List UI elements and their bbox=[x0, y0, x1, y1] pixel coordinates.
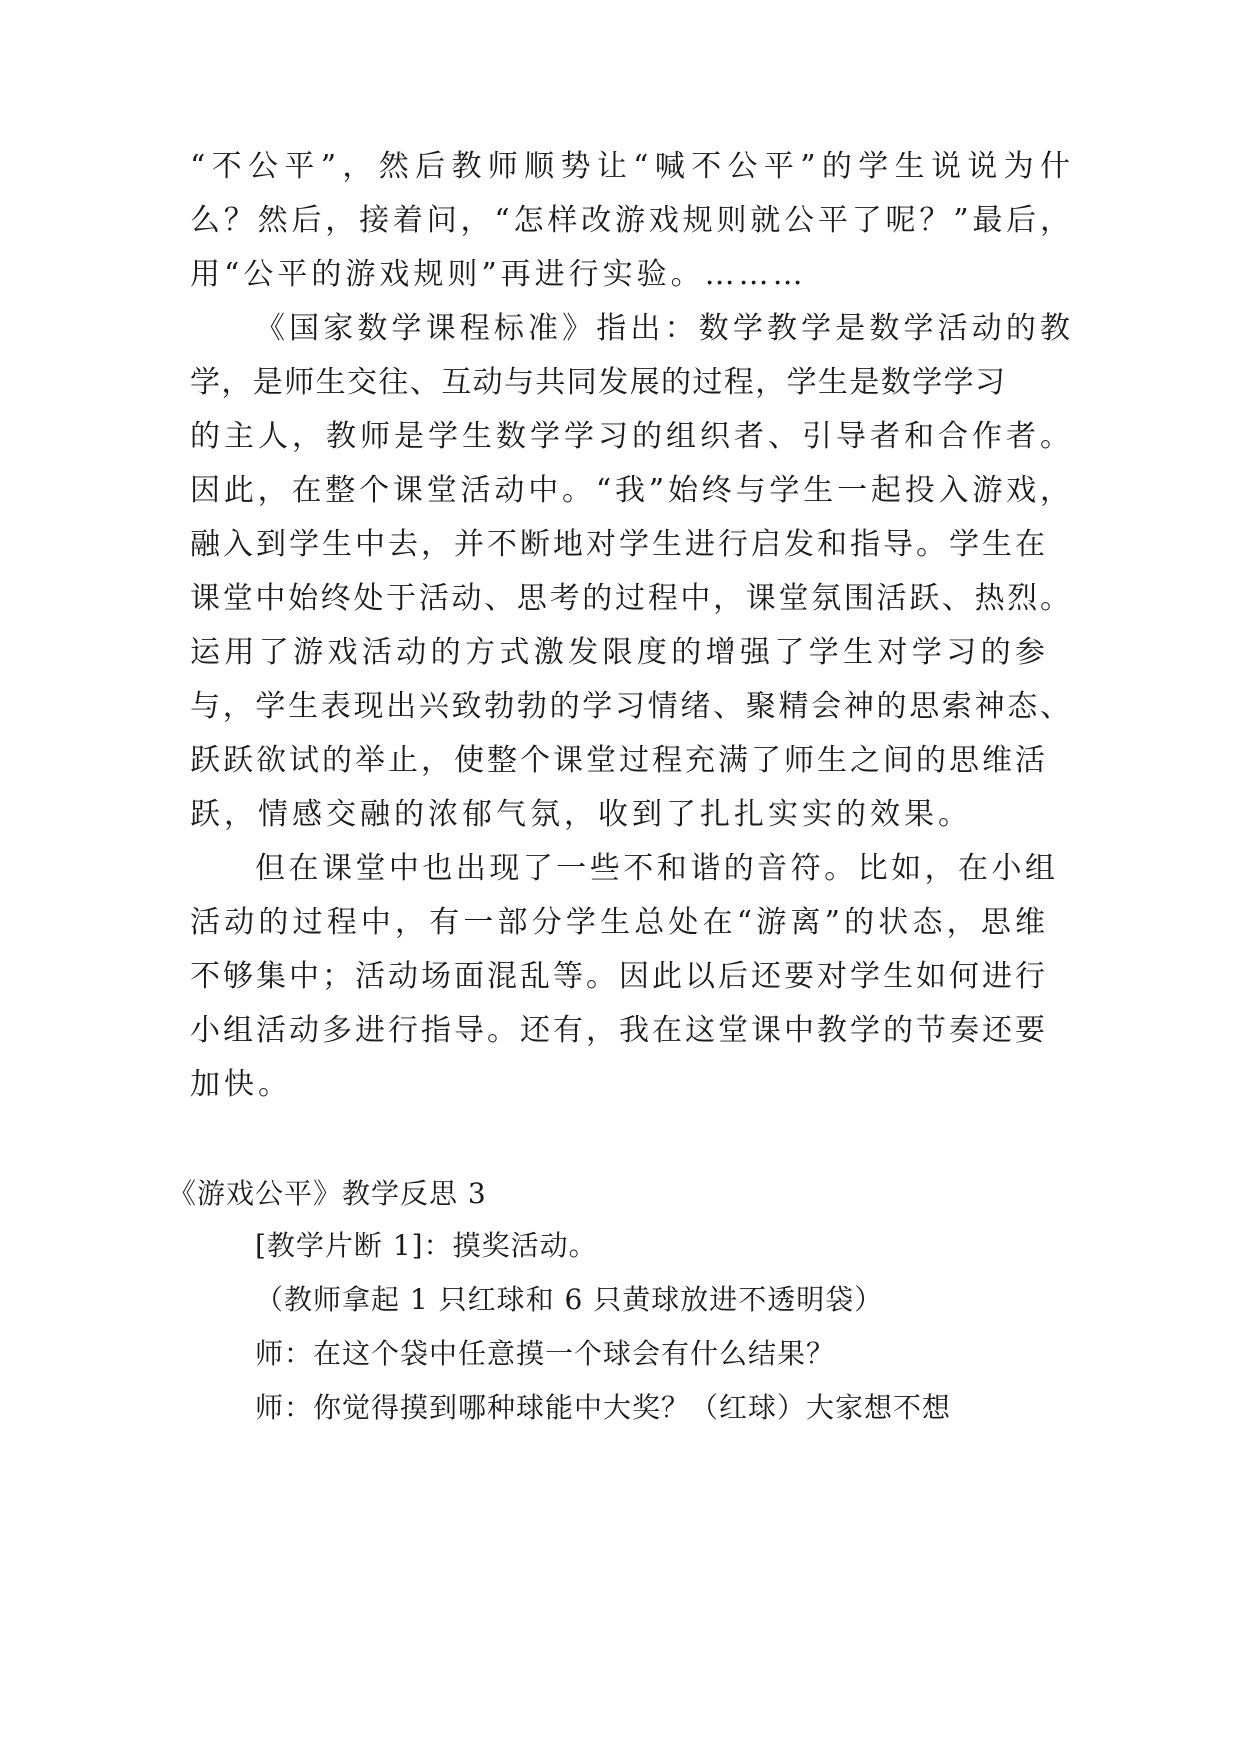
text-line: 么？然后，接着问，“怎样改游戏规则就公平了呢？”最后， bbox=[190, 203, 1070, 238]
text-line: 师：在这个袋中任意摸一个球会有什么结果？ bbox=[255, 1337, 836, 1370]
text-line: 用“公平的游戏规则”再进行实验。……… bbox=[190, 257, 807, 292]
text-line: 小组活动多进行指导。还有，我在这堂课中教学的节奏还要 bbox=[190, 1013, 1045, 1048]
text-line: 运用了游戏活动的方式激发限度的增强了学生对学习的参 bbox=[190, 635, 1045, 670]
section-title: 《游戏公平》教学反思 3 bbox=[168, 1177, 487, 1210]
text-line: 课堂中始终处于活动、思考的过程中，课堂氛围活跃、热烈。 bbox=[190, 581, 1070, 616]
text-line: 跃，情感交融的浓郁气氛，收到了扎扎实实的效果。 bbox=[190, 797, 972, 832]
text-line: 跃跃欲试的举止，使整个课堂过程充满了师生之间的思维活 bbox=[190, 743, 1045, 778]
text-line: 但在课堂中也出现了一些不和谐的音符。比如，在小组 bbox=[255, 851, 1055, 886]
text-line: “不公平”，然后教师顺势让“喊不公平”的学生说说为什 bbox=[190, 149, 1070, 184]
text-line: 师：你觉得摸到哪种球能中大奖？（红球）大家想不想 bbox=[255, 1391, 952, 1424]
text-line: 活动的过程中，有一部分学生总处在“游离”的状态，思维 bbox=[190, 905, 1045, 940]
text-line: 学，是师生交往、互动与共同发展的过程，学生是数学学习 bbox=[190, 365, 1005, 400]
text-line: 不够集中；活动场面混乱等。因此以后还要对学生如何进行 bbox=[190, 959, 1045, 994]
text-line: 《国家数学课程标准》指出：数学教学是数学活动的教 bbox=[255, 311, 1070, 346]
text-line: [教学片断 1]：摸奖活动。 bbox=[255, 1229, 598, 1262]
text-line: 的主人，教师是学生数学学习的组织者、引导者和合作者。 bbox=[190, 419, 1070, 454]
text-line: 因此，在整个课堂活动中。“我”始终与学生一起投入游戏， bbox=[190, 473, 1070, 508]
text-line: 与，学生表现出兴致勃勃的学习情绪、聚精会神的思索神态、 bbox=[190, 689, 1070, 724]
text-line: 加快。 bbox=[190, 1067, 292, 1102]
text-line: 融入到学生中去，并不断地对学生进行启发和指导。学生在 bbox=[190, 527, 1045, 562]
text-line: （教师拿起 1 只红球和 6 只黄球放进不透明袋） bbox=[255, 1283, 884, 1316]
